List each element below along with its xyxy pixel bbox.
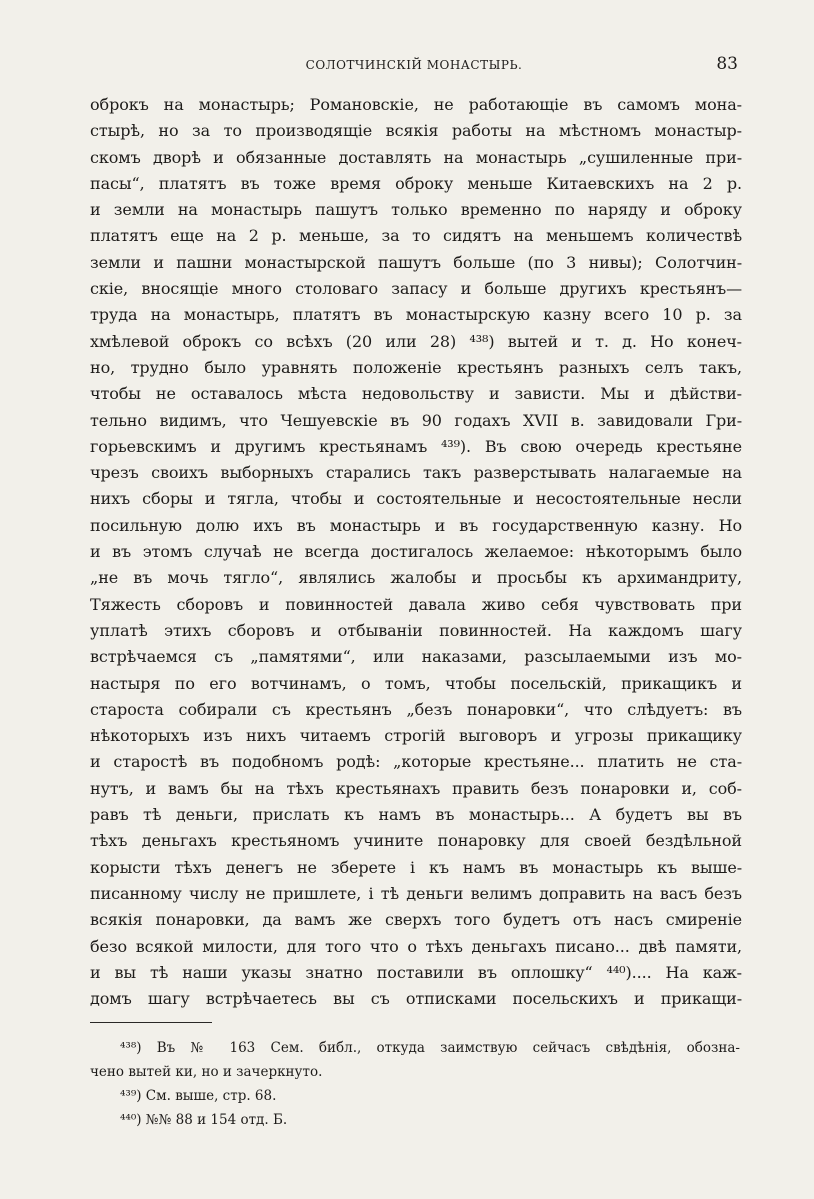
text-line: нутъ, и вамъ бы на тѣхъ крестьянахъ править безъ понаровки и, соб- [90,778,742,798]
text-line: писанному числу не пришлете, і тѣ деньги велимъ доправить на васъ безъ [90,883,742,903]
text-line: и старостѣ въ подобномъ родѣ: „которые крестьяне... платить не ста- [90,752,742,772]
text-line: настыря по его вотчинамъ, о томъ, чтобы посельскій, прикащикъ и [90,673,742,693]
footnote-440: ⁴⁴⁰) №№ 88 и 154 отд. Б. [120,1112,288,1128]
text-line: встрѣчаемся съ „памятями“, или наказами, разсылаемыми изъ мо- [90,647,742,667]
text-line: домъ шагу встрѣчаетесь вы съ отписками посельскихъ и прикащи- [90,989,742,1009]
text-line: нѣкоторыхъ изъ нихъ читаемъ строгій выговоръ и угрозы прикащику [90,726,742,746]
text-line: уплатѣ этихъ сборовъ и отбываніи повинностей. На каждомъ шагу [90,620,742,640]
text-line: труда на монастырь, платятъ въ монастырскую казну всего 10 р. за [90,305,742,325]
text-line: и земли на монастырь пашутъ только временно по наряду и оброку [90,200,742,220]
page-header [90,54,738,78]
footnote-438: ⁴³⁸) Въ № 163 Сем. библ., откуда заимствую сейчасъ свѣдѣнія, обозна- [120,1040,740,1056]
text-line: горьевскимъ и другимъ крестьянамъ ⁴³⁹). Въ свою очередь крестьяне [90,436,742,456]
text-line: чтобы не оставалось мѣста недовольству и зависти. Мы и дѣйстви- [90,384,742,404]
text-line: тельно видимъ, что Чешуевскіе въ 90 годахъ XVII в. завидовали Гри- [90,410,742,430]
text-line: стырѣ, но за то производящіе всякія работы на мѣстномъ монастыр- [90,121,742,141]
text-line: оброкъ на монастырь; Романовскіе, не работающіе въ самомъ мона- [90,95,742,114]
text-line: пасы“, платятъ въ тоже время оброку меньше Китаевскихъ на 2 р. [90,173,742,193]
text-line: равъ тѣ деньги, прислать къ намъ въ монастырь... А будетъ вы въ [90,805,742,825]
text-line: но, трудно было уравнять положеніе крестьянъ разныхъ селъ такъ, [90,357,742,377]
text-line: хмѣлевой оброкъ со всѣхъ (20 или 28) ⁴³⁸) вытей и т. д. Но конеч- [90,331,742,351]
text-line: „не въ мочь тягло“, являлись жалобы и просьбы къ архимандриту, [90,568,742,588]
text-line: скомъ дворѣ и обязанные доставлять на монастырь „сушиленные при- [90,147,742,167]
footnote-rule [90,1022,212,1023]
text-line: староста собирали съ крестьянъ „безъ понаровки“, что слѣдуетъ: въ [90,699,742,719]
text-line: скіе, вносящіе много столоваго запасу и больше другихъ крестьянъ— [90,279,742,299]
footnotes [90,1036,740,1132]
main-text [90,92,742,1012]
text-line: чрезъ своихъ выборныхъ старались такъ разверстывать налагаемые на [90,463,742,483]
text-line: всякія понаровки, да вамъ же сверхъ того будетъ отъ насъ смиреніе [90,910,742,930]
page-number: 83 [716,54,738,74]
footnote-439: ⁴³⁹) См. выше, стр. 68. [120,1088,277,1104]
text-line: земли и пашни монастырской пашутъ больше (по 3 нивы); Солотчин- [90,252,742,272]
text-line: тѣхъ деньгахъ крестьяномъ учините понаровку для своей бездѣльной [90,831,742,851]
text-line: платятъ еще на 2 р. меньше, за то сидятъ на меньшемъ количествѣ [90,226,742,246]
text-line: Тяжесть сборовъ и повинностей давала живо себя чувствовать при [90,594,742,614]
running-title: СОЛОТЧИНСКІЙ МОНАСТЫРЬ. [305,58,523,72]
text-line: безо всякой милости, для того что о тѣхъ деньгахъ писано... двѣ памяти, [90,936,742,956]
text-line: корысти тѣхъ денегъ не зберете і къ намъ въ монастырь къ выше- [90,857,742,877]
text-line: и въ этомъ случаѣ не всегда достигалось желаемое: нѣкоторымъ было [90,542,742,562]
text-line: посильную долю ихъ въ монастырь и въ государственную казну. Но [90,515,742,535]
footnote-438-continued: чено вытей ки, но и зачеркнуто. [90,1064,323,1080]
text-line: нихъ сборы и тягла, чтобы и состоятельные и несостоятельные несли [90,489,742,509]
text-line: и вы тѣ наши указы знатно поставили въ оплошку“ ⁴⁴⁰).... На каж- [90,962,742,982]
